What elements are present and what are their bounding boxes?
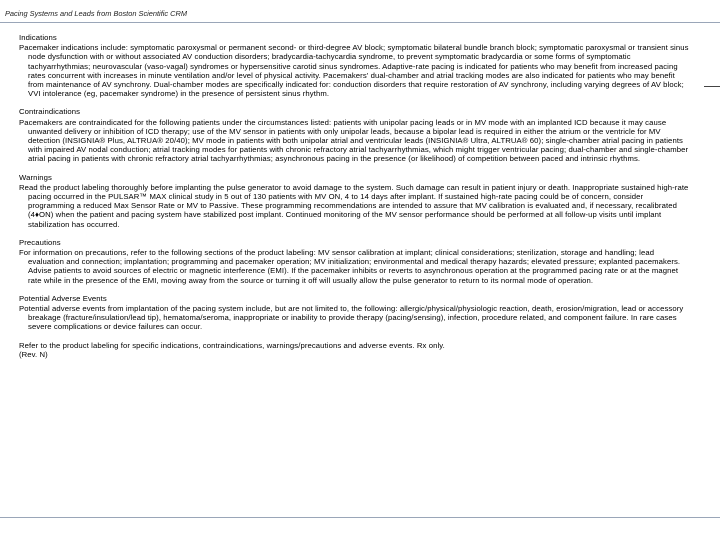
footer-divider [0, 517, 720, 518]
footer-note-block [19, 341, 691, 359]
section-precautions [19, 238, 691, 285]
margin-mark [704, 86, 720, 87]
section-heading: Potential Adverse Events [19, 293, 107, 303]
header-divider [0, 22, 720, 23]
section-contraindications [19, 107, 691, 163]
footer-note: Refer to the product labeling for specific indications, contraindications, warnings/precautions and adverse events. Rx only. [19, 340, 445, 350]
section-warnings [19, 173, 691, 229]
section-heading: Warnings [19, 172, 52, 182]
section-text: Pacemaker indications include: symptomatic paroxysmal or permanent second- or third-degree AV block; symptomatic bilateral bundle branch block; symptomatic paroxysmal or transient sinus node dysfunction with or without associated AV conduction disorders; bradycardia-tachycardia syndrome, to prevent symptomatic bradycardia or some forms of symptomatic tachyarrhythmias; neurovascular (vaso-vagal) syndromes or hypersensitive carotid sinus syndromes. Adaptive-rate pacing is indicated for patients who may benefit from increased pacing rates concurrent with increases in minute ventilation and/or level of physical activity. Pacemakers' dual-chamber and atrial tracking modes are also indicated for patients who may benefit from maintenance of AV synchrony. Dual-chamber modes are specifically indicated for: conduction disorders that require restoration of AV synchrony, including varying degrees of AV block; VVI intolerance (eg, pacemaker syndrome) in the presence of persistent sinus rhythm. [19, 43, 689, 99]
section-text: Pacemakers are contraindicated for the following patients under the circumstances listed: patients with unipolar pacing leads or in MV mode with an implanted ICD because it may cause unwanted delivery or inhibition of ICD therapy; use of the MV sensor in patients with only unipolar leads, because a bipolar lead is required in either the atrium or the ventricle for MV detection (INSIGNIA® Plus, ALTRUA® 20/40); MV mode in patients with both unipolar atrial and ventricular leads (INSIGNIA® Ultra, ALTRUA® 60); single-chamber atrial pacing in patients with impaired AV nodal conduction; atrial tracking modes for patients with chronic refractory atrial tachyarrhythmias, which might trigger ventricular pacing; dual-chamber and single-chamber atrial pacing in patients with chronic refractory atrial tachyarrhythmias; asynchronous pacing in the presence (or likelihood) of competition between paced and intrinsic rhythms. [19, 117, 689, 164]
section-heading: Precautions [19, 237, 61, 247]
section-text: For information on precautions, refer to the following sections of the product labeling: MV sensor calibration at implant; clinical considerations; sterilization, storage and handling; lead evaluation and connection; implantation; programming and pacemaker operation; MV initialization; environmental and medical therapy hazards; elevated pressure; explanted pacemakers. Advise patients to avoid sources of electric or magnetic interference (EMI). If the pacemaker inhibits or reverts to asynchronous operation at the programmed pacing rate or at the magnet rate while in the presence of the EMI, moving away from the source or turning it off will usually allow the pulse generator to return to its normal mode of operation. [19, 248, 681, 285]
section-text: Read the product labeling thoroughly before implanting the pulse generator to avoid damage to the system. Such damage can result in patient injury or death. Inappropriate sustained high-rate pacing occurred in the PULSAR™ MAX clinical study in 5 out of 130 patients with MV ON, 4 to 14 days after implant. If sustained high-rate pacing could be of concern, consider programming a reduced Max Sensor Rate or MV to Passive. These programming recommendations are intended to assure that MV calibration is evaluated and, if necessary, recalibrated (4♦ON) when the patient and pacing system have stabilized post implant. Continued monitoring of the MV sensor performance should be performed at all follow-up visits until implant stabilization has occurred. [19, 182, 689, 229]
section-text: Potential adverse events from implantation of the pacing system include, but are not limited to, the following: allergic/physical/physiologic reaction, death, erosion/migration, lead or accessory breakage (fracture/insulation/lead tip), hematoma/seroma, inappropriate or inability to provide therapy (pacing/sensing), infection, procedure related, and component failure. In rare cases severe complications or device failures can occur. [19, 304, 684, 332]
section-heading: Contraindications [19, 107, 81, 117]
document-body [19, 33, 691, 359]
section-adverse-events [19, 294, 691, 332]
page-header-title: Pacing Systems and Leads from Boston Scientific CRM [5, 9, 187, 18]
section-heading: Indications [19, 33, 57, 42]
revision-label: (Rev. N) [19, 349, 48, 359]
section-indications [19, 33, 691, 98]
